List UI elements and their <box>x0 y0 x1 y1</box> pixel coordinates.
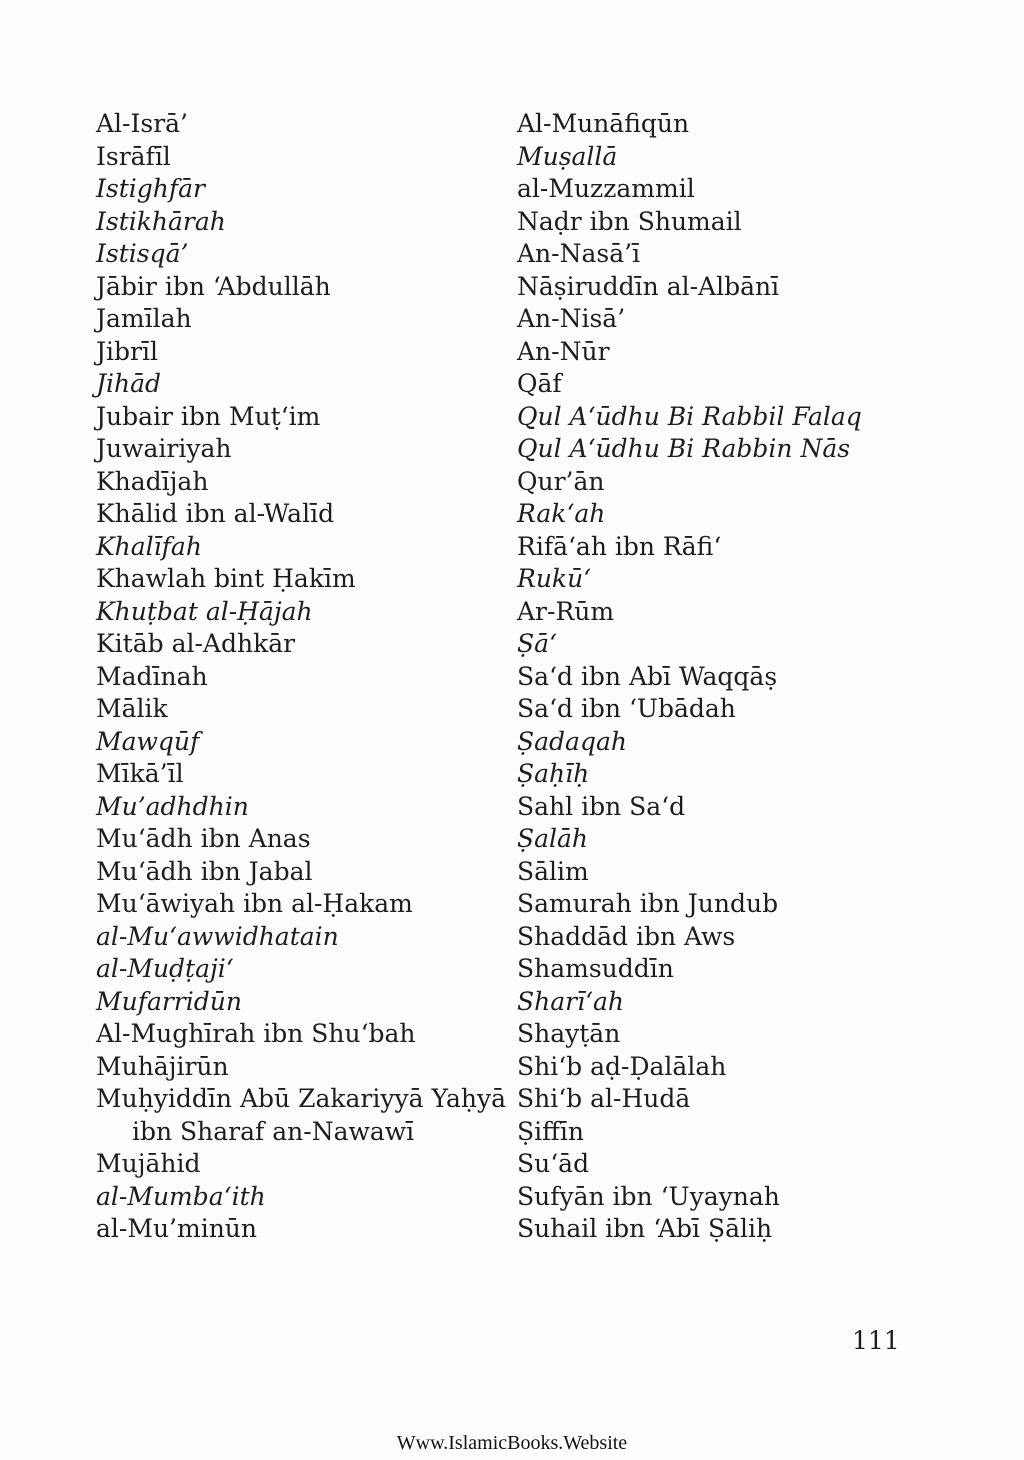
index-entry-text: Jābir ibn ‘Abdullāh <box>96 271 331 301</box>
index-entry <box>517 661 937 694</box>
index-entry-text: Shaddād ibn Aws <box>517 921 736 951</box>
index-entry-text: Jibrīl <box>96 336 158 366</box>
index-entry <box>96 1213 506 1246</box>
index-entry-text: al-Mu‘awwidhatain <box>96 921 339 951</box>
index-entry <box>517 823 937 856</box>
index-entry-text: Istikhārah <box>96 206 226 236</box>
index-entry <box>517 108 937 141</box>
index-entry <box>96 661 506 694</box>
index-entry-text: Rifā‘ah ibn Rāfi‘ <box>517 531 722 561</box>
index-entry-text: Ṣaḥīḥ <box>517 759 590 788</box>
index-entry <box>96 823 506 856</box>
index-entry <box>517 433 937 466</box>
index-entry <box>517 173 937 206</box>
index-entry <box>96 596 506 629</box>
index-entry <box>517 303 937 336</box>
index-entry-text: Madīnah <box>96 661 208 691</box>
index-entry <box>517 726 937 759</box>
index-entry-text: Mu‘āwiyah ibn al-Ḥakam <box>96 889 413 918</box>
index-entry-text: al-Muzzammil <box>517 174 695 203</box>
index-entry-text: Sahl ibn Sa‘d <box>517 791 686 821</box>
index-entry-text: Rukū‘ <box>517 564 592 593</box>
index-entry-text: Sufyān ibn ‘Uyaynah <box>517 1181 780 1211</box>
index-entry-text: An-Nisā’ <box>517 304 626 333</box>
index-entry <box>96 888 506 921</box>
index-entry-text: Ar-Rūm <box>517 596 615 626</box>
index-entry <box>517 238 937 271</box>
index-entry-text: Jihād <box>96 369 162 398</box>
index-entry-text: Khawlah bint Ḥakīm <box>96 564 356 593</box>
index-entry-text: Mawqūf <box>96 726 200 756</box>
index-entry <box>96 498 506 531</box>
index-entry-text: Ṣalāh <box>517 824 589 853</box>
index-entry-text: Suhail ibn ‘Abī Ṣāliḥ <box>517 1214 773 1243</box>
index-entry <box>517 1148 937 1181</box>
index-entry-text: al-Mu’minūn <box>96 1214 257 1243</box>
index-entry-text: Qur’ān <box>517 466 605 496</box>
index-entry <box>517 1083 937 1116</box>
index-entry <box>517 856 937 889</box>
index-entry <box>96 401 506 434</box>
index-entry <box>517 986 937 1019</box>
index-entry-text: Al-Munāfiqūn <box>517 109 690 138</box>
index-entry <box>517 1116 937 1149</box>
index-entry-text: Shamsuddīn <box>517 954 674 983</box>
index-entry-text: Mufarridūn <box>96 986 242 1016</box>
index-entry-text: Khadījah <box>96 466 209 496</box>
index-entry <box>96 791 506 824</box>
index-entry <box>517 563 937 596</box>
index-entry-text: Sa‘d ibn ‘Ubādah <box>517 694 736 723</box>
index-entry <box>96 1018 506 1051</box>
index-entry <box>96 758 506 791</box>
index-entry-text: Shayṭān <box>517 1019 621 1048</box>
index-entry <box>517 693 937 726</box>
index-entry-text: Sa‘d ibn Abī Waqqāṣ <box>517 661 778 691</box>
index-entry-text: Mujāhid <box>96 1149 201 1178</box>
index-entry-text: Mu‘ādh ibn Anas <box>96 824 311 853</box>
index-entry <box>517 921 937 954</box>
index-entry-continuation: ibn Sharaf an-Nawawī <box>132 1116 415 1146</box>
index-entry <box>96 1051 506 1084</box>
index-entry <box>96 628 506 661</box>
index-entry-text: An-Nasā’ī <box>517 239 641 268</box>
index-entry-text: Shi‘b al-Hudā <box>517 1084 691 1113</box>
index-entry-text: Qul A‘ūdhu Bi Rabbin Nās <box>517 434 851 463</box>
index-entry <box>517 271 937 304</box>
index-entry-text: Samurah ibn Jundub <box>517 889 779 918</box>
index-entry <box>96 238 506 271</box>
index-entry <box>517 206 937 239</box>
index-entry <box>96 921 506 954</box>
index-entry-text: Sālim <box>517 856 589 886</box>
website-watermark: Www.IslamicBooks.Website <box>396 1432 628 1454</box>
index-entry-text: Khālid ibn al-Walīd <box>96 499 335 528</box>
index-entry-text: An-Nūr <box>517 336 610 366</box>
index-entry <box>517 531 937 564</box>
index-entry-text: Istighfār <box>96 174 205 203</box>
glossary-right-column <box>517 108 937 1246</box>
index-entry <box>517 466 937 499</box>
index-entry <box>96 1083 506 1148</box>
index-entry <box>96 726 506 759</box>
index-entry-text: Al-Isrā’ <box>96 109 189 138</box>
index-entry-text: Al-Mughīrah ibn Shu‘bah <box>96 1019 416 1048</box>
index-entry-text: Shi‘b aḍ-Ḍalālah <box>517 1051 727 1081</box>
page-number: 111 <box>852 1326 900 1355</box>
index-entry <box>96 271 506 304</box>
index-entry <box>517 953 937 986</box>
index-entry-text: al-Muḍṭaji‘ <box>96 954 234 983</box>
index-entry <box>96 303 506 336</box>
index-entry <box>517 141 937 174</box>
index-entry <box>517 791 937 824</box>
index-entry-text: al-Mumba‘ith <box>96 1181 266 1211</box>
index-entry <box>517 1213 937 1246</box>
index-entry-text: Juwairiyah <box>96 434 232 463</box>
index-entry <box>517 1181 937 1214</box>
index-entry <box>517 888 937 921</box>
index-entry-text: Khuṭbat al-Ḥājah <box>96 596 313 626</box>
index-entry <box>517 1018 937 1051</box>
index-entry <box>96 953 506 986</box>
index-entry-text: Su‘ād <box>517 1149 590 1178</box>
index-entry <box>96 336 506 369</box>
index-entry-text: Mālik <box>96 694 168 723</box>
index-entry <box>517 498 937 531</box>
index-entry-text: Jamīlah <box>96 304 192 333</box>
index-entry-text: Kitāb al-Adhkār <box>96 629 296 658</box>
index-entry <box>517 401 937 434</box>
index-entry <box>517 336 937 369</box>
glossary-left-column <box>96 108 506 1246</box>
index-entry <box>96 368 506 401</box>
index-entry <box>96 563 506 596</box>
index-entry-text: Ṣadaqah <box>517 726 627 756</box>
index-entry-text: Nāṣiruddīn al-Albānī <box>517 271 780 301</box>
index-entry-text: Ṣā‘ <box>517 629 557 658</box>
index-entry <box>517 758 937 791</box>
index-entry-text: Jubair ibn Muṭ‘im <box>96 401 321 431</box>
index-entry-text: Muṣallā <box>517 141 618 171</box>
index-entry <box>96 108 506 141</box>
index-entry <box>96 856 506 889</box>
index-entry <box>96 466 506 499</box>
index-entry-text: Qāf <box>517 369 562 398</box>
index-entry-text: Istisqā’ <box>96 239 189 268</box>
index-entry-text: Qul A‘ūdhu Bi Rabbil Falaq <box>517 401 862 431</box>
index-entry <box>96 1148 506 1181</box>
index-entry <box>517 1051 937 1084</box>
index-entry-text: Sharī‘ah <box>517 986 625 1016</box>
index-entry-text: Muḥyiddīn Abū Zakariyyā Yaḥyā <box>96 1084 507 1113</box>
index-entry <box>96 141 506 174</box>
index-entry-text: Khalīfah <box>96 531 202 561</box>
index-entry <box>96 206 506 239</box>
index-entry <box>96 1181 506 1214</box>
index-entry <box>517 596 937 629</box>
index-entry-text: Mu‘ādh ibn Jabal <box>96 856 313 886</box>
index-entry-text: Ṣiffīn <box>517 1116 584 1146</box>
index-entry <box>96 173 506 206</box>
index-entry <box>96 433 506 466</box>
index-entry-text: Mu’adhdhin <box>96 791 249 821</box>
index-entry <box>517 368 937 401</box>
index-entry-text: Muhājirūn <box>96 1051 229 1081</box>
index-entry <box>96 986 506 1019</box>
index-entry <box>96 693 506 726</box>
index-entry-text: Isrāfīl <box>96 141 171 171</box>
index-entry-text: Mīkā’īl <box>96 759 184 788</box>
index-entry <box>517 628 937 661</box>
index-entry <box>96 531 506 564</box>
index-entry-text: Rak‘ah <box>517 499 606 528</box>
index-entry-text: Naḍr ibn Shumail <box>517 206 742 236</box>
